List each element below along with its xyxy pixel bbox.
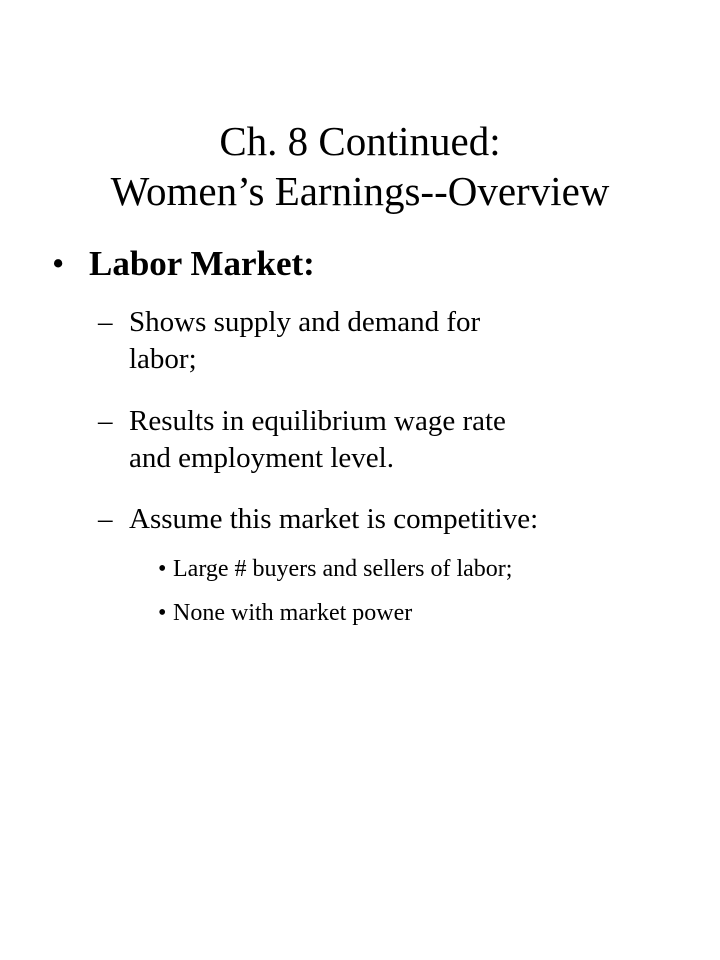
- sub-bullet-line: Results in equilibrium wage rate: [129, 405, 506, 437]
- sub-sub-bullet-text: None with market power: [173, 600, 413, 626]
- slide-title: [0, 116, 720, 216]
- dash-icon: –: [98, 503, 113, 535]
- sub-bullet-line: Assume this market is competitive:: [129, 503, 539, 535]
- sub-bullet-text: [129, 501, 658, 538]
- dash-icon: –: [98, 405, 113, 437]
- sub-bullet-text: [129, 403, 658, 477]
- sub-bullet-line: and employment level.: [129, 442, 394, 474]
- sub-bullet-line: Shows supply and demand for: [129, 306, 481, 338]
- bullet-icon: •: [158, 600, 167, 626]
- main-bullet-text: Labor Market:: [89, 244, 315, 283]
- bullet-icon: •: [52, 244, 65, 283]
- bullet-icon: •: [158, 556, 167, 582]
- sub-sub-bullet-text: Large # buyers and sellers of labor;: [173, 556, 513, 582]
- dash-icon: –: [98, 306, 113, 338]
- sub-bullet-text: [129, 304, 658, 378]
- sub-bullet-line: labor;: [129, 343, 197, 375]
- title-line-2: Women’s Earnings--Overview: [110, 168, 610, 214]
- title-line-1: Ch. 8 Continued:: [219, 118, 501, 164]
